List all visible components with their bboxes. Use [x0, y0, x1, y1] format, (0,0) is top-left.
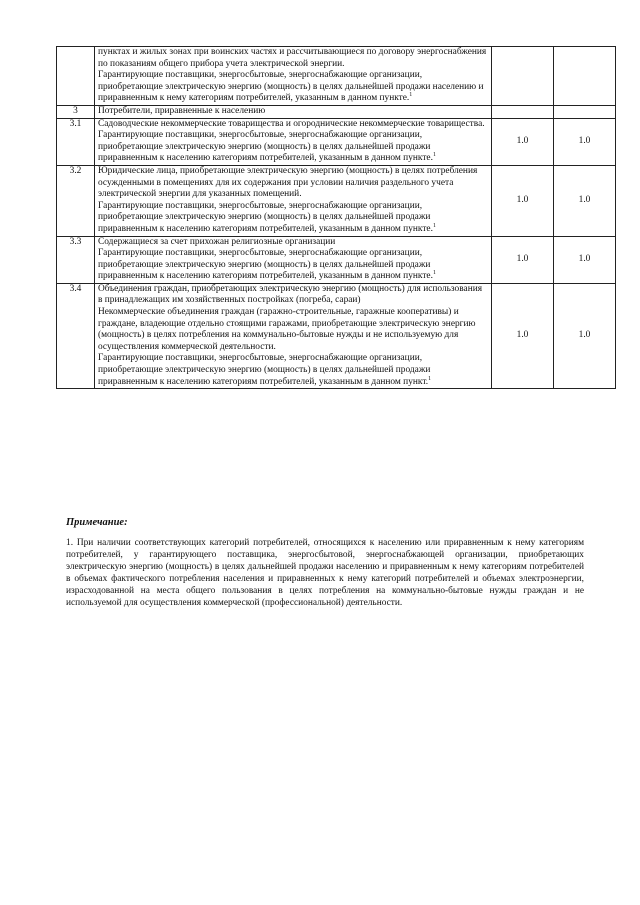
table-row — [57, 47, 616, 106]
row-description — [95, 105, 492, 118]
row-value-2 — [554, 47, 616, 106]
row-description — [95, 165, 492, 236]
row-paragraph: Гарантирующие поставщики, энергосбытовые, энергоснабжающие организации, приобретающие электрическую энергию (мощность) в целях дальнейшей продажи приравненным к населению категориям потребителей, указанным в данном пункте.$^1$ — [98, 248, 436, 282]
row-number — [57, 47, 95, 106]
row-paragraph: Некоммерческие объединения граждан (гаражно-строительные, гаражные кооперативы) и граждане, владеющие отдельно стоящими гаражами, приобретающие электрическую энергию (мощность) в целях потребления на коммунально-бытовые нужды и не используемую для осуществления коммерческой деятельности. — [98, 307, 476, 352]
row-paragraph: Гарантирующие поставщики, энергосбытовые, энергоснабжающие организации, приобретающие электрическую энергию (мощность) в целях дальнейшей продажи приравненным к населению категориям потребителей, указанным в данном пункте.$^1$ — [98, 200, 436, 234]
footnote-marker: 1 — [428, 375, 432, 382]
table-row — [57, 165, 616, 236]
note-text: 1. При наличии соответствующих категорий потребителей, относящихся к населению или приравненным к нему категориям потребителей, у гарантирующего поставщика, энергосбытовой, энергоснабжающей организации, приобретающих электрическую энергию (мощность) в целях дальнейшей продажи населению и приравненным к нему категориям потребителей в объемах фактического потребления населения и приравненных к нему категорий потребителей и объемах электроэнергии, израсходованной на места общего пользования в целях потребления на коммунально-бытовые нужды граждан и не используемой для осуществления коммерческой (профессиональной) деятельности. — [66, 538, 584, 608]
row-paragraph: Объединения граждан, приобретающих электрическую энергию (мощность) для использования в принадлежащих им хозяйственных постройках (погреба, сараи) — [98, 283, 483, 306]
row-description — [95, 283, 492, 388]
row-paragraph: Содержащиеся за счет прихожан религиозные организации — [98, 236, 336, 247]
row-value-2: 1.0 — [554, 118, 616, 165]
row-value-1: 1.0 — [492, 236, 554, 283]
row-paragraph: Потребители, приравненные к населению — [98, 105, 266, 116]
row-value-2: 1.0 — [554, 236, 616, 283]
row-paragraph: Садоводческие некоммерческие товарищества и огороднические некоммерческие товарищества. — [98, 118, 485, 129]
table-row — [57, 105, 616, 118]
row-description — [95, 118, 492, 165]
row-number: 3.2 — [57, 165, 95, 236]
table-row — [57, 236, 616, 283]
row-paragraph: Гарантирующие поставщики, энергосбытовые, энергоснабжающие организации, приобретающие электрическую энергию (мощность) в целях дальнейшей продажи приравненным к населению категориям потребителей, указанным в данном пункте.$^1$ — [98, 130, 436, 164]
row-value-1: 1.0 — [492, 165, 554, 236]
row-value-1: 1.0 — [492, 283, 554, 388]
note-heading: Примечание: — [66, 517, 128, 528]
table-row — [57, 118, 616, 165]
row-value-1: 1.0 — [492, 118, 554, 165]
row-number: 3.3 — [57, 236, 95, 283]
footnote-marker: 1 — [432, 152, 436, 159]
row-number: 3.1 — [57, 118, 95, 165]
row-description — [95, 47, 492, 106]
footnote-marker: 1 — [432, 270, 436, 277]
row-value-2 — [554, 105, 616, 118]
row-value-2: 1.0 — [554, 165, 616, 236]
row-number: 3.4 — [57, 283, 95, 388]
row-description — [95, 236, 492, 283]
row-number: 3 — [57, 105, 95, 118]
row-value-1 — [492, 47, 554, 106]
footnote-marker: 1 — [432, 222, 436, 229]
table-row — [57, 283, 616, 388]
row-paragraph: Гарантирующие поставщики, энергосбытовые, энергоснабжающие организации, приобретающие электрическую энергию (мощность) в целях дальнейшей продажи населению и приравненным к нему категориям потребителей, указанным в данном пункте.$^1$ — [98, 70, 484, 104]
row-paragraph: пунктах и жилых зонах при воинских частях и рассчитывающиеся по договору энергоснабжения по показаниям общего прибора учета электрической энергии. — [98, 47, 487, 69]
row-paragraph: Гарантирующие поставщики, энергосбытовые, энергоснабжающие организации, приобретающие электрическую энергию (мощность) в целях дальнейшей продажи приравненным к населению категориям потребителей, указанным в данном пункт.$^1$ — [98, 353, 432, 387]
row-value-1 — [492, 105, 554, 118]
footnote-marker: 1 — [409, 92, 413, 99]
row-paragraph: Юридические лица, приобретающие электрическую энергию (мощность) в целях потребления осужденными в помещениях для их содержания при условии наличия раздельного учета электрической энергии для указанных помещений. — [98, 165, 478, 200]
row-value-2: 1.0 — [554, 283, 616, 388]
tariff-table — [56, 46, 616, 389]
